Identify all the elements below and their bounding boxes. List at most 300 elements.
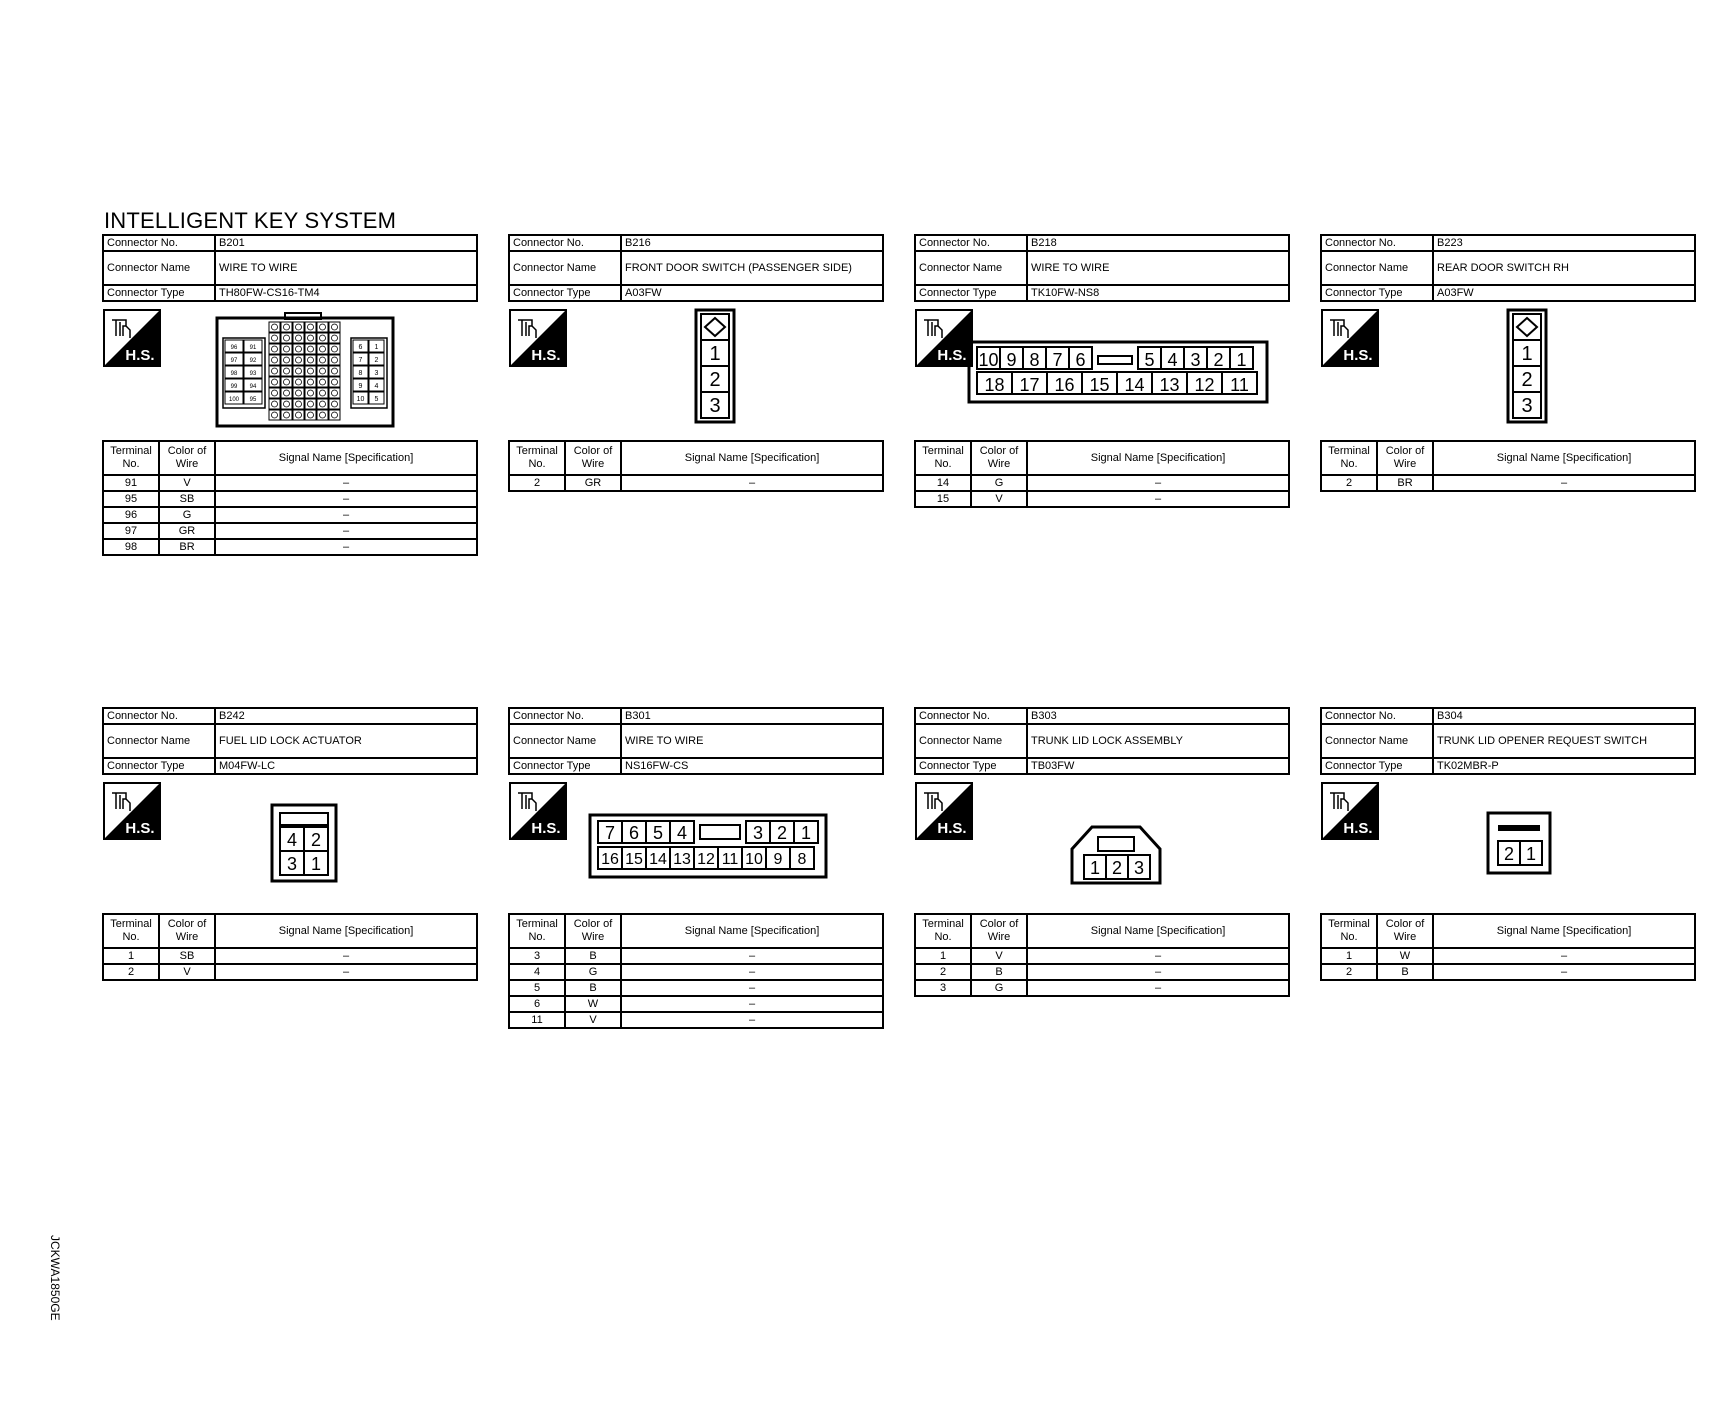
signal-name-header: Signal Name [Specification] [1027, 441, 1289, 475]
pin-cell [269, 333, 280, 343]
connector-diagram [508, 302, 884, 440]
signal-name-header: Signal Name [Specification] [621, 914, 883, 948]
connector-name-value: TRUNK LID LOCK ASSEMBLY [1027, 724, 1289, 758]
keyway-diamond [1517, 318, 1537, 336]
pin-socket [296, 390, 302, 396]
pin-socket [332, 368, 338, 374]
pin-number: 3 [709, 395, 721, 417]
connector-panel [914, 707, 1290, 997]
signal-name: – [621, 475, 883, 491]
signal-name: – [621, 1012, 883, 1028]
terminal-table [508, 913, 884, 1029]
signal-name: – [215, 539, 477, 555]
terminal-table [914, 913, 1290, 997]
wire-color-header: Color of Wire [565, 441, 621, 475]
pin-number: 91 [249, 345, 257, 351]
terminal-table [102, 913, 478, 981]
pin-number: 2 [1111, 858, 1123, 878]
pin-cell [281, 344, 292, 354]
pin-socket [284, 368, 290, 374]
pin-cell [317, 322, 328, 332]
connector-face-diagram [696, 310, 734, 422]
page-title: INTELLIGENT KEY SYSTEM [104, 208, 397, 233]
pin-socket [308, 379, 314, 385]
pin-number: 98 [230, 371, 238, 377]
connector-header [914, 234, 1290, 302]
terminal-table [1320, 913, 1696, 981]
pin-number: 14 [1124, 375, 1145, 395]
connector-panel [914, 234, 1290, 508]
hs-label: H.S. [1343, 347, 1373, 364]
wire-color: SB [159, 491, 215, 507]
connector-face-diagram [1508, 310, 1546, 422]
keyway-diamond [705, 318, 725, 336]
connector-name-value: TRUNK LID OPENER REQUEST SWITCH [1433, 724, 1695, 758]
pin-number: 10 [356, 396, 365, 403]
wire-color: G [971, 475, 1027, 491]
signal-name: – [215, 507, 477, 523]
pin-number: 10 [745, 851, 763, 868]
connector-header [1320, 707, 1696, 775]
connector-header [508, 707, 884, 775]
table-row [915, 475, 1289, 491]
hs-label: H.S. [1343, 820, 1373, 837]
pin-number: 13 [1159, 375, 1180, 395]
pin-cell [293, 355, 304, 365]
wire-color: V [159, 964, 215, 980]
terminal-no: 91 [103, 475, 159, 491]
wire-color: BR [1377, 475, 1433, 491]
terminal-no-header: Terminal No. [509, 441, 565, 475]
pin-cell [329, 355, 340, 365]
pin-socket [320, 324, 326, 330]
harness-side-icon [1322, 310, 1378, 366]
pin-number: 12 [1194, 375, 1215, 395]
terminal-no: 2 [1321, 964, 1377, 980]
table-row [103, 523, 477, 539]
pin-cell [317, 355, 328, 365]
pin-number: 2 [374, 357, 379, 364]
pin-cell [281, 388, 292, 398]
pin-cell [305, 388, 316, 398]
signal-name-header: Signal Name [Specification] [215, 441, 477, 475]
connector-diagram-area [914, 775, 1290, 913]
terminal-no: 4 [509, 964, 565, 980]
pin-socket [272, 346, 278, 352]
pin-socket [320, 357, 326, 363]
lock-tab [285, 313, 321, 319]
table-row [509, 980, 883, 996]
pin-number: 9 [773, 851, 783, 868]
pin-cell [269, 355, 280, 365]
pin-number: 94 [249, 384, 257, 390]
wire-color-header: Color of Wire [1377, 914, 1433, 948]
pin-number: 1 [1089, 858, 1101, 878]
pin-number: 7 [604, 823, 616, 843]
pin-cell [329, 410, 340, 420]
signal-name-header: Signal Name [Specification] [1027, 914, 1289, 948]
terminal-no-header: Terminal No. [915, 441, 971, 475]
connector-number-value: B216 [621, 235, 883, 251]
hs-label: H.S. [937, 820, 967, 837]
pin-socket [320, 412, 326, 418]
pin-cell [293, 388, 304, 398]
connector-diagram [914, 302, 1290, 440]
connector-name-value: FRONT DOOR SWITCH (PASSENGER SIDE) [621, 251, 883, 285]
table-row [103, 491, 477, 507]
wire-color: SB [159, 948, 215, 964]
pin-cell [269, 377, 280, 387]
pin-cell [305, 377, 316, 387]
pin-socket [332, 324, 338, 330]
connector-number-label: Connector No. [915, 708, 1027, 724]
pin-number: 4 [676, 823, 688, 843]
pin-cell [269, 322, 280, 332]
connector-type-value: A03FW [1433, 285, 1695, 301]
connector-name-label: Connector Name [103, 724, 215, 758]
connector-number-value: B242 [215, 708, 477, 724]
terminal-no: 2 [1321, 475, 1377, 491]
terminal-no: 1 [915, 948, 971, 964]
pin-number: 2 [776, 823, 788, 843]
pin-number: 2 [1503, 844, 1515, 864]
pin-number: 1 [709, 343, 721, 365]
pin-socket [308, 357, 314, 363]
pin-number: 4 [286, 830, 298, 850]
pin-number: 95 [249, 397, 257, 403]
terminal-table [508, 440, 884, 492]
pin-cell [281, 366, 292, 376]
pin-socket [296, 379, 302, 385]
connector-header [914, 707, 1290, 775]
pin-cell [281, 377, 292, 387]
pin-number: 2 [1521, 369, 1533, 391]
signal-name: – [1027, 491, 1289, 507]
terminal-no: 3 [509, 948, 565, 964]
pin-cell [317, 366, 328, 376]
signal-name: – [1027, 980, 1289, 996]
pin-number: 11 [1230, 375, 1249, 395]
signal-name: – [1433, 475, 1695, 491]
pin-socket [332, 379, 338, 385]
connector-name-label: Connector Name [103, 251, 215, 285]
pin-number: 16 [601, 851, 619, 868]
signal-name-header: Signal Name [Specification] [621, 441, 883, 475]
pin-number: 6 [628, 823, 640, 843]
connector-type-label: Connector Type [1321, 285, 1433, 301]
pin-number: 8 [1029, 350, 1040, 370]
table-row [103, 475, 477, 491]
pin-number: 12 [697, 851, 715, 868]
pin-socket [284, 346, 290, 352]
terminal-no-header: Terminal No. [103, 441, 159, 475]
pin-cell [281, 322, 292, 332]
pin-cell [293, 399, 304, 409]
pin-cell [293, 322, 304, 332]
pin-number: 2 [1213, 350, 1224, 370]
signal-name-header: Signal Name [Specification] [1433, 441, 1695, 475]
terminal-table [102, 440, 478, 556]
pin-cell [305, 410, 316, 420]
pin-cell [281, 333, 292, 343]
pin-number: 6 [358, 344, 363, 351]
table-row [915, 948, 1289, 964]
terminal-no: 15 [915, 491, 971, 507]
harness-side-icon [1322, 783, 1378, 839]
pin-number: 3 [1133, 858, 1145, 878]
connector-name-label: Connector Name [509, 251, 621, 285]
wire-color: V [971, 491, 1027, 507]
pin-socket [272, 368, 278, 374]
pin-number: 9 [1006, 350, 1017, 370]
pin-cell [317, 410, 328, 420]
pin-socket [308, 324, 314, 330]
connector-type-value: TK02MBR-P [1433, 758, 1695, 774]
connector-header [102, 234, 478, 302]
wire-color: BR [159, 539, 215, 555]
connector-number-value: B201 [215, 235, 477, 251]
pin-number: 1 [1525, 844, 1537, 864]
connector-panel [102, 707, 478, 981]
terminal-no-header: Terminal No. [1321, 914, 1377, 948]
pin-socket [320, 401, 326, 407]
connector-name-value: REAR DOOR SWITCH RH [1433, 251, 1695, 285]
terminal-no: 1 [103, 948, 159, 964]
connector-face-diagram [1488, 813, 1550, 873]
pin-number: 1 [1236, 350, 1247, 370]
wire-color-header: Color of Wire [159, 914, 215, 948]
connector-number-value: B303 [1027, 708, 1289, 724]
pin-socket [332, 357, 338, 363]
connector-panel [508, 707, 884, 1029]
pin-socket [320, 368, 326, 374]
connector-type-value: TH80FW-CS16-TM4 [215, 285, 477, 301]
wire-color: GR [159, 523, 215, 539]
signal-name: – [621, 980, 883, 996]
connector-diagram-area [1320, 302, 1696, 440]
pin-cell [293, 366, 304, 376]
pin-socket [332, 346, 338, 352]
connector-header [102, 707, 478, 775]
pin-socket [284, 324, 290, 330]
connector-number-label: Connector No. [103, 235, 215, 251]
terminal-table [914, 440, 1290, 508]
pin-number: 1 [310, 854, 322, 874]
connector-type-value: A03FW [621, 285, 883, 301]
connector-type-value: TB03FW [1027, 758, 1289, 774]
signal-name: – [621, 948, 883, 964]
wire-color: G [159, 507, 215, 523]
pin-socket [308, 335, 314, 341]
table-row [509, 948, 883, 964]
table-row [103, 964, 477, 980]
connector-type-label: Connector Type [509, 285, 621, 301]
connector-diagram [1320, 775, 1696, 913]
pin-socket [284, 412, 290, 418]
pin-number: 5 [1144, 350, 1155, 370]
wire-color: B [565, 980, 621, 996]
hs-label: H.S. [125, 347, 155, 364]
pin-number: 7 [358, 357, 363, 364]
connector-number-label: Connector No. [1321, 708, 1433, 724]
connector-name-label: Connector Name [915, 724, 1027, 758]
pin-number: 3 [752, 823, 764, 843]
pin-socket [296, 401, 302, 407]
connector-diagram [102, 302, 478, 440]
connector-number-label: Connector No. [1321, 235, 1433, 251]
signal-name-header: Signal Name [Specification] [215, 914, 477, 948]
signal-name: – [215, 964, 477, 980]
connector-type-label: Connector Type [915, 285, 1027, 301]
pin-cell [281, 410, 292, 420]
lock-tab [280, 813, 328, 825]
connector-name-label: Connector Name [1321, 724, 1433, 758]
pin-number: 3 [1190, 350, 1201, 370]
pin-cell [305, 333, 316, 343]
terminal-no: 2 [509, 475, 565, 491]
pin-number: 4 [1167, 350, 1178, 370]
table-row [915, 491, 1289, 507]
harness-side-icon [916, 783, 972, 839]
connector-name-label: Connector Name [915, 251, 1027, 285]
terminal-no: 5 [509, 980, 565, 996]
connector-face-diagram [1072, 827, 1160, 883]
wire-color: W [565, 996, 621, 1012]
pin-number: 9 [358, 383, 363, 390]
signal-name: – [215, 475, 477, 491]
wire-color-header: Color of Wire [159, 441, 215, 475]
pin-number: 99 [230, 384, 238, 390]
connector-number-label: Connector No. [103, 708, 215, 724]
pin-number: 92 [249, 358, 257, 364]
terminal-no: 97 [103, 523, 159, 539]
pin-number: 17 [1019, 375, 1040, 395]
pin-cell [269, 399, 280, 409]
pin-number: 8 [358, 370, 363, 377]
reference-code: JCKWA1850GE [48, 1235, 62, 1321]
connector-type-value: NS16FW-CS [621, 758, 883, 774]
pin-number: 7 [1052, 350, 1063, 370]
connector-diagram-area [102, 775, 478, 913]
pin-cell [281, 399, 292, 409]
pin-socket [284, 335, 290, 341]
signal-name: – [215, 948, 477, 964]
pin-number: 14 [649, 851, 667, 868]
connector-face-diagram [217, 313, 393, 426]
hs-label: H.S. [531, 347, 561, 364]
connector-diagram-area [1320, 775, 1696, 913]
terminal-no: 6 [509, 996, 565, 1012]
pin-number: 1 [1521, 343, 1533, 365]
pin-cell [329, 333, 340, 343]
connector-name-value: FUEL LID LOCK ACTUATOR [215, 724, 477, 758]
pin-number: 100 [228, 397, 240, 403]
table-row [509, 964, 883, 980]
pin-socket [308, 368, 314, 374]
pin-cell [305, 355, 316, 365]
pin-socket [332, 412, 338, 418]
harness-side-icon [104, 783, 160, 839]
pin-cell [317, 344, 328, 354]
pin-cell [305, 322, 316, 332]
pin-number: 5 [374, 396, 379, 403]
pin-number: 1 [374, 344, 379, 351]
terminal-no-header: Terminal No. [103, 914, 159, 948]
hs-label: H.S. [937, 347, 967, 364]
pin-number: 16 [1054, 375, 1075, 395]
wire-color: V [565, 1012, 621, 1028]
pin-number: 97 [230, 358, 238, 364]
connector-face-diagram [272, 805, 336, 881]
connector-diagram-area [508, 775, 884, 913]
connector-panel [1320, 234, 1696, 492]
pin-number: 5 [652, 823, 664, 843]
connector-name-value: WIRE TO WIRE [621, 724, 883, 758]
pin-cell [269, 344, 280, 354]
pin-number: 8 [797, 851, 807, 868]
pin-socket [308, 401, 314, 407]
pin-number: 6 [1075, 350, 1086, 370]
pin-number: 10 [978, 350, 999, 370]
table-row [103, 507, 477, 523]
pin-cell [269, 366, 280, 376]
pin-socket [320, 346, 326, 352]
terminal-table [1320, 440, 1696, 492]
connector-face-diagram [969, 342, 1267, 402]
pin-cell [317, 399, 328, 409]
pin-cell [305, 399, 316, 409]
signal-name-header: Signal Name [Specification] [1433, 914, 1695, 948]
table-row [1321, 964, 1695, 980]
pin-socket [272, 401, 278, 407]
connector-panel [508, 234, 884, 492]
pin-socket [272, 412, 278, 418]
harness-side-icon [916, 310, 972, 366]
pin-socket [284, 390, 290, 396]
pin-cell [305, 344, 316, 354]
connector-diagram-area [508, 302, 884, 440]
pin-cell [293, 377, 304, 387]
hs-label: H.S. [531, 820, 561, 837]
connector-header [508, 234, 884, 302]
connector-diagram-area [102, 302, 478, 440]
table-row [1321, 948, 1695, 964]
signal-name: – [215, 523, 477, 539]
signal-name: – [621, 996, 883, 1012]
connector-name-value: WIRE TO WIRE [215, 251, 477, 285]
connector-number-label: Connector No. [915, 235, 1027, 251]
wire-color: GR [565, 475, 621, 491]
pin-socket [296, 346, 302, 352]
connector-type-value: M04FW-LC [215, 758, 477, 774]
table-row [509, 1012, 883, 1028]
pin-socket [272, 357, 278, 363]
pin-socket [320, 390, 326, 396]
pin-cell [329, 388, 340, 398]
terminal-no: 3 [915, 980, 971, 996]
terminal-no: 98 [103, 539, 159, 555]
wire-color: W [1377, 948, 1433, 964]
pin-socket [320, 335, 326, 341]
pin-socket [272, 390, 278, 396]
harness-side-icon [510, 783, 566, 839]
wire-color: V [971, 948, 1027, 964]
pin-number: 18 [984, 375, 1005, 395]
pin-socket [296, 335, 302, 341]
terminal-no: 95 [103, 491, 159, 507]
pin-socket [296, 368, 302, 374]
connector-diagram [508, 775, 884, 913]
